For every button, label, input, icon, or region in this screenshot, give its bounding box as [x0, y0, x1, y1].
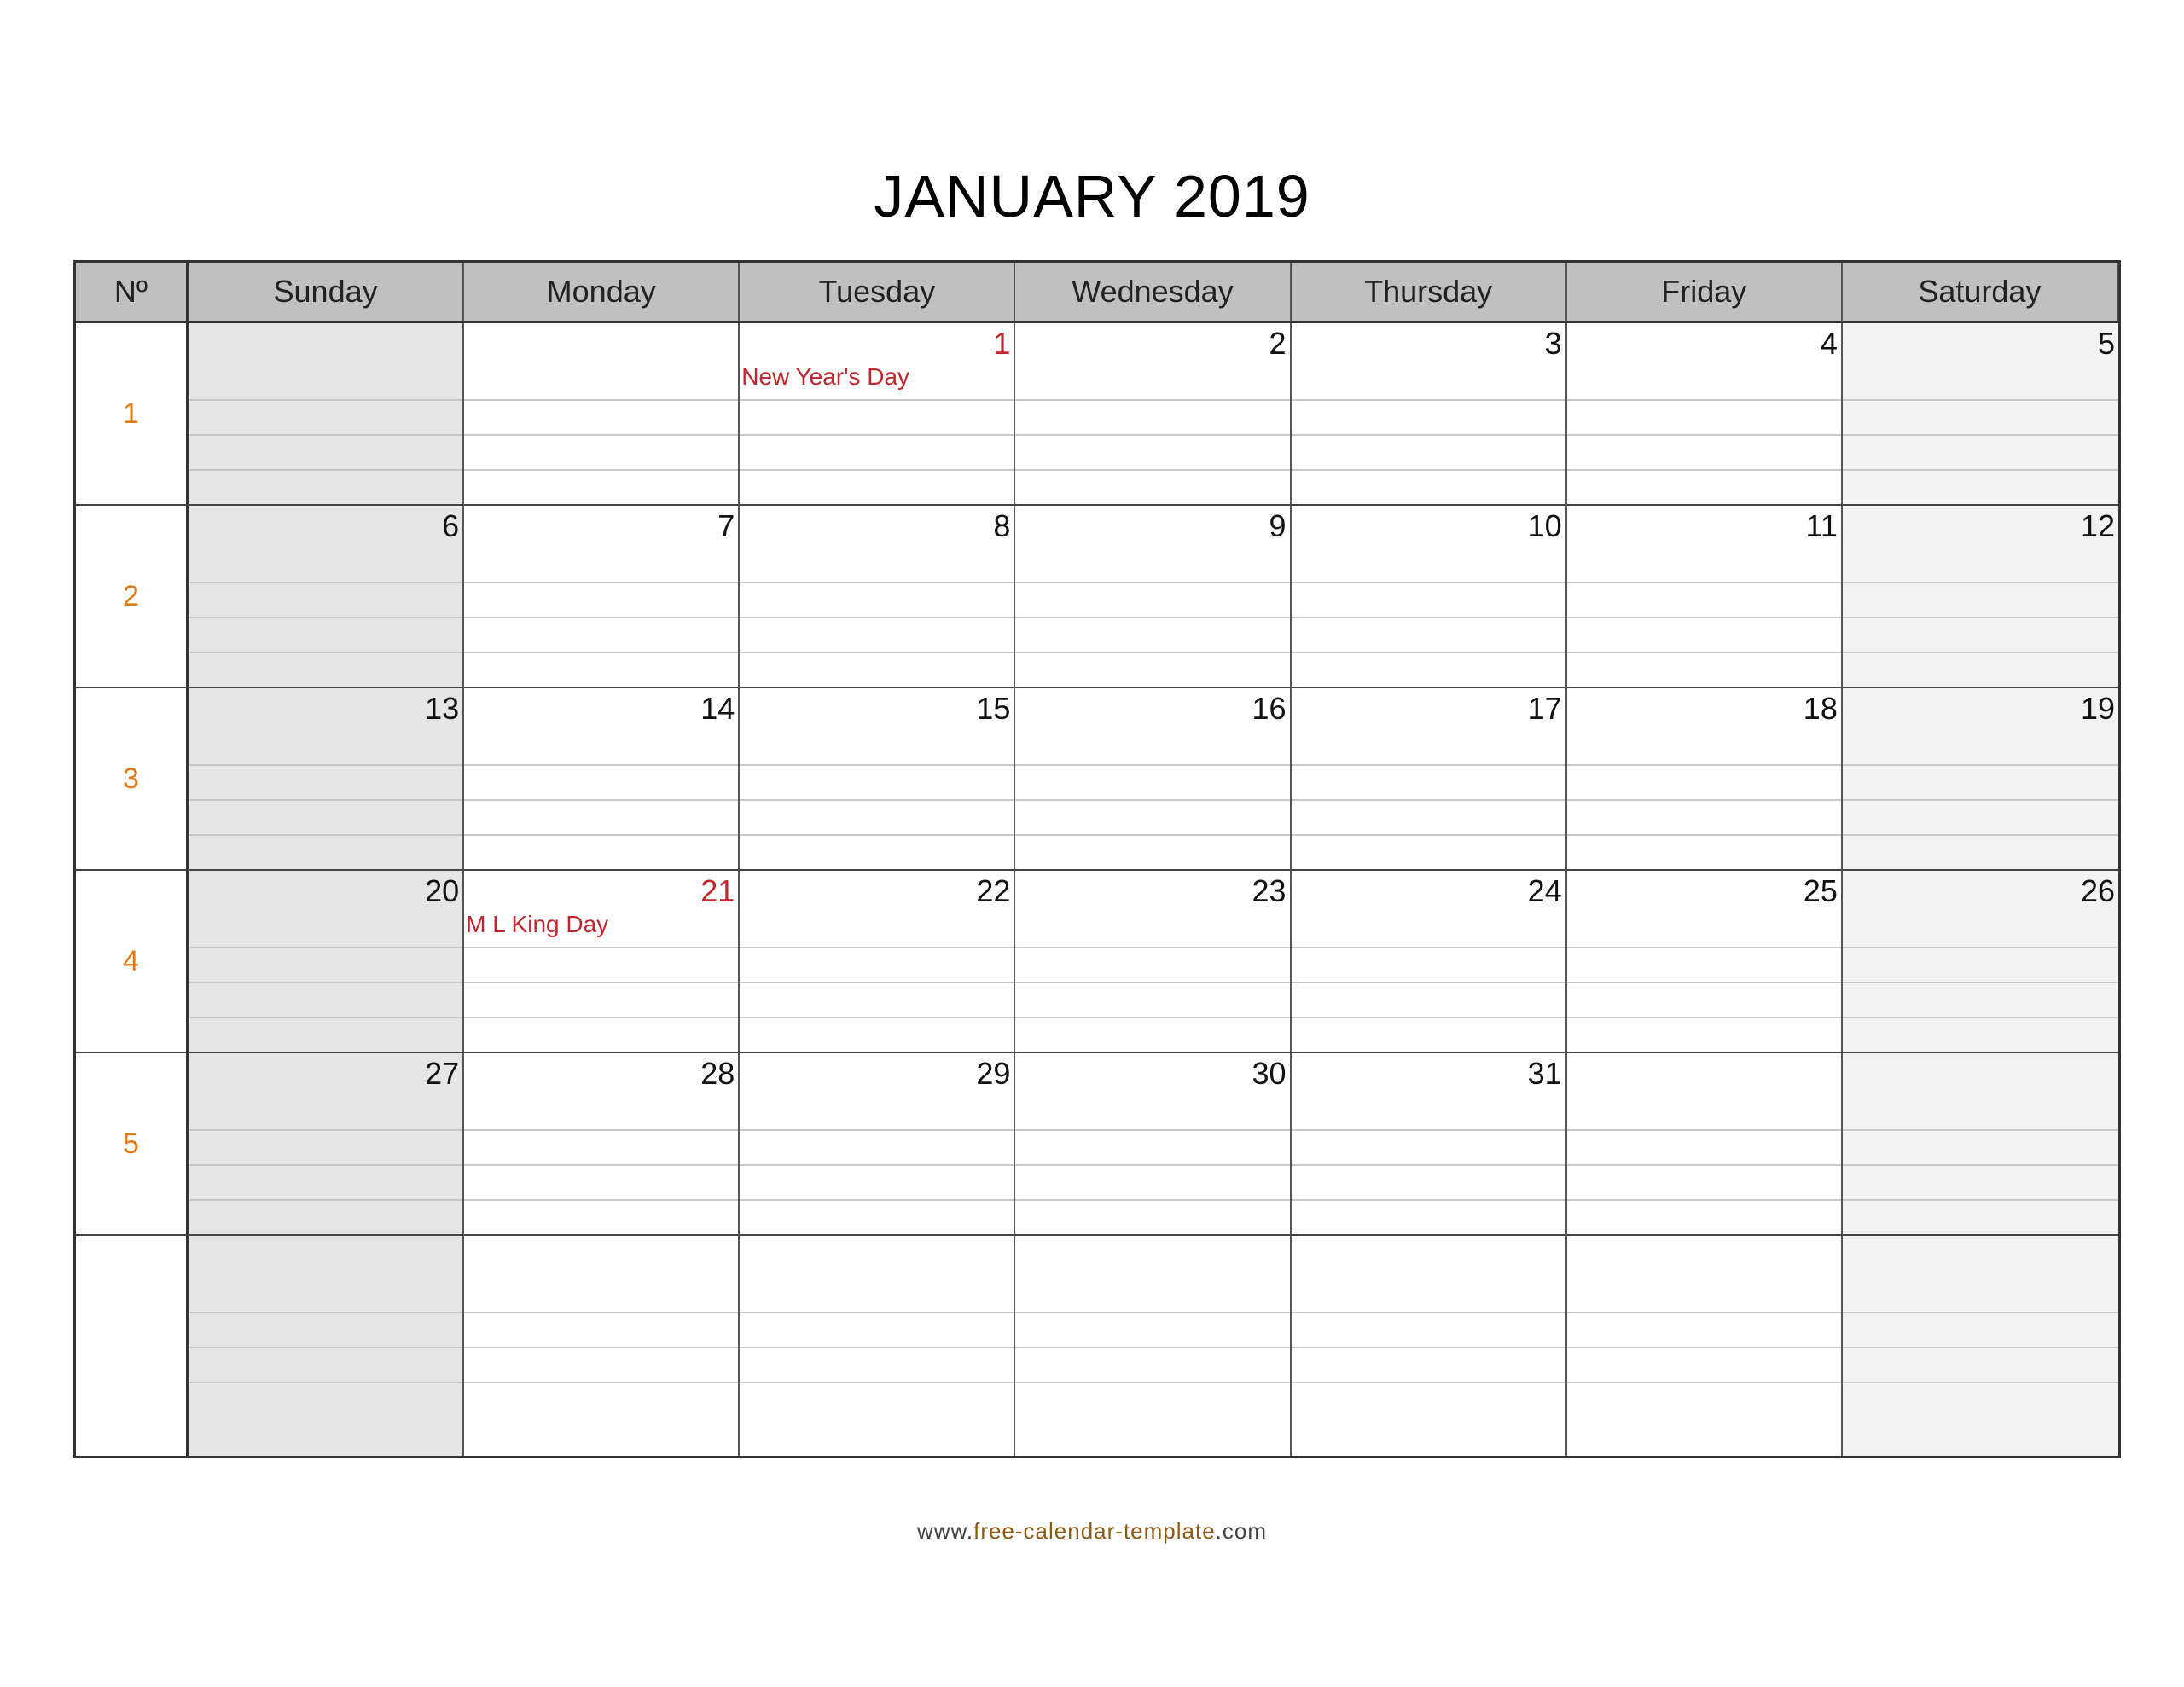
day-cell-wednesday[interactable]: [1015, 1236, 1291, 1456]
day-cell-tuesday[interactable]: [740, 323, 1015, 506]
day-header-friday: Friday: [1567, 263, 1843, 323]
day-cell-tuesday[interactable]: [740, 1053, 1015, 1236]
day-number: 19: [2080, 691, 2115, 726]
day-number: 12: [2080, 508, 2115, 543]
day-cell-friday[interactable]: [1567, 323, 1843, 506]
day-cell-sunday[interactable]: [189, 1236, 464, 1456]
day-cell-tuesday[interactable]: [740, 688, 1015, 871]
day-cell-sunday[interactable]: [189, 871, 464, 1053]
day-cell-friday[interactable]: [1567, 688, 1843, 871]
day-cell-friday[interactable]: [1567, 1236, 1843, 1456]
day-number: 1: [993, 326, 1011, 361]
day-number: 27: [425, 1056, 460, 1091]
day-cell-monday[interactable]: [464, 688, 740, 871]
day-cell-sunday[interactable]: [189, 1053, 464, 1236]
footer-url[interactable]: [0, 1518, 2184, 1545]
week-number-header: Nº: [76, 263, 189, 323]
day-cell-friday[interactable]: [1567, 871, 1843, 1053]
day-header-tuesday: Tuesday: [740, 263, 1015, 323]
day-number: 8: [993, 508, 1011, 543]
day-cell-saturday[interactable]: [1843, 1053, 2118, 1236]
day-cell-saturday[interactable]: [1843, 1236, 2118, 1456]
day-number: 10: [1527, 508, 1562, 543]
day-cell-thursday[interactable]: [1292, 688, 1567, 871]
day-number: 2: [1269, 326, 1287, 361]
day-cell-wednesday[interactable]: [1015, 323, 1291, 506]
week-number: 3: [76, 688, 189, 871]
day-cell-wednesday[interactable]: [1015, 871, 1291, 1053]
day-cell-monday[interactable]: [464, 871, 740, 1053]
day-cell-wednesday[interactable]: [1015, 688, 1291, 871]
day-number: 18: [1803, 691, 1838, 726]
holiday-name: New Year's Day: [741, 363, 910, 390]
day-cell-saturday[interactable]: [1843, 323, 2118, 506]
week-number: 2: [76, 506, 189, 688]
footer-url-suffix: .com: [1215, 1518, 1268, 1544]
day-cell-friday[interactable]: [1567, 1053, 1843, 1236]
day-number: 5: [2097, 326, 2115, 361]
day-number: 17: [1527, 691, 1562, 726]
day-number: 3: [1544, 326, 1562, 361]
day-cell-thursday[interactable]: [1292, 1053, 1567, 1236]
day-number: 29: [976, 1056, 1011, 1091]
week-number: 4: [76, 871, 189, 1053]
day-header-monday: Monday: [464, 263, 740, 323]
day-cell-thursday[interactable]: [1292, 506, 1567, 688]
day-number: 7: [717, 508, 735, 543]
day-cell-thursday[interactable]: [1292, 323, 1567, 506]
day-number: 20: [425, 873, 460, 908]
week-number: 5: [76, 1053, 189, 1236]
day-number: 4: [1820, 326, 1838, 361]
day-number: 24: [1527, 873, 1562, 908]
week-number: [76, 1236, 189, 1456]
day-cell-friday[interactable]: [1567, 506, 1843, 688]
footer-url-prefix: www.: [916, 1518, 974, 1544]
day-cell-saturday[interactable]: [1843, 688, 2118, 871]
day-cell-tuesday[interactable]: [740, 506, 1015, 688]
day-number: 14: [700, 691, 735, 726]
day-number: 25: [1803, 873, 1838, 908]
day-number: 15: [976, 691, 1011, 726]
day-number: 21: [700, 873, 735, 908]
day-number: 9: [1269, 508, 1287, 543]
day-number: 30: [1252, 1056, 1287, 1091]
day-cell-wednesday[interactable]: [1015, 506, 1291, 688]
day-number: 23: [1252, 873, 1287, 908]
day-number: 26: [2080, 873, 2115, 908]
day-number: 22: [976, 873, 1011, 908]
week-number: 1: [76, 323, 189, 506]
day-header-thursday: Thursday: [1292, 263, 1567, 323]
footer-url-site: free-calendar-template: [973, 1518, 1216, 1544]
day-cell-tuesday[interactable]: [740, 871, 1015, 1053]
day-cell-monday[interactable]: [464, 506, 740, 688]
day-number: 6: [442, 508, 460, 543]
day-header-saturday: Saturday: [1843, 263, 2118, 323]
day-cell-sunday[interactable]: [189, 506, 464, 688]
day-cell-thursday[interactable]: [1292, 871, 1567, 1053]
day-header-wednesday: Wednesday: [1015, 263, 1291, 323]
day-cell-sunday[interactable]: [189, 688, 464, 871]
day-number: 16: [1252, 691, 1287, 726]
day-number: 11: [1805, 508, 1838, 543]
day-cell-monday[interactable]: [464, 1053, 740, 1236]
day-cell-wednesday[interactable]: [1015, 1053, 1291, 1236]
day-cell-saturday[interactable]: [1843, 506, 2118, 688]
day-number: 28: [700, 1056, 735, 1091]
day-header-sunday: Sunday: [189, 263, 464, 323]
calendar-grid: [73, 260, 2121, 1458]
day-cell-monday[interactable]: [464, 323, 740, 506]
day-cell-monday[interactable]: [464, 1236, 740, 1456]
day-number: 31: [1527, 1056, 1562, 1091]
day-cell-saturday[interactable]: [1843, 871, 2118, 1053]
day-cell-tuesday[interactable]: [740, 1236, 1015, 1456]
calendar-title: JANUARY 2019: [874, 163, 1310, 229]
day-cell-sunday[interactable]: [189, 323, 464, 506]
day-number: 13: [425, 691, 460, 726]
holiday-name: M L King Day: [466, 911, 609, 937]
day-cell-thursday[interactable]: [1292, 1236, 1567, 1456]
